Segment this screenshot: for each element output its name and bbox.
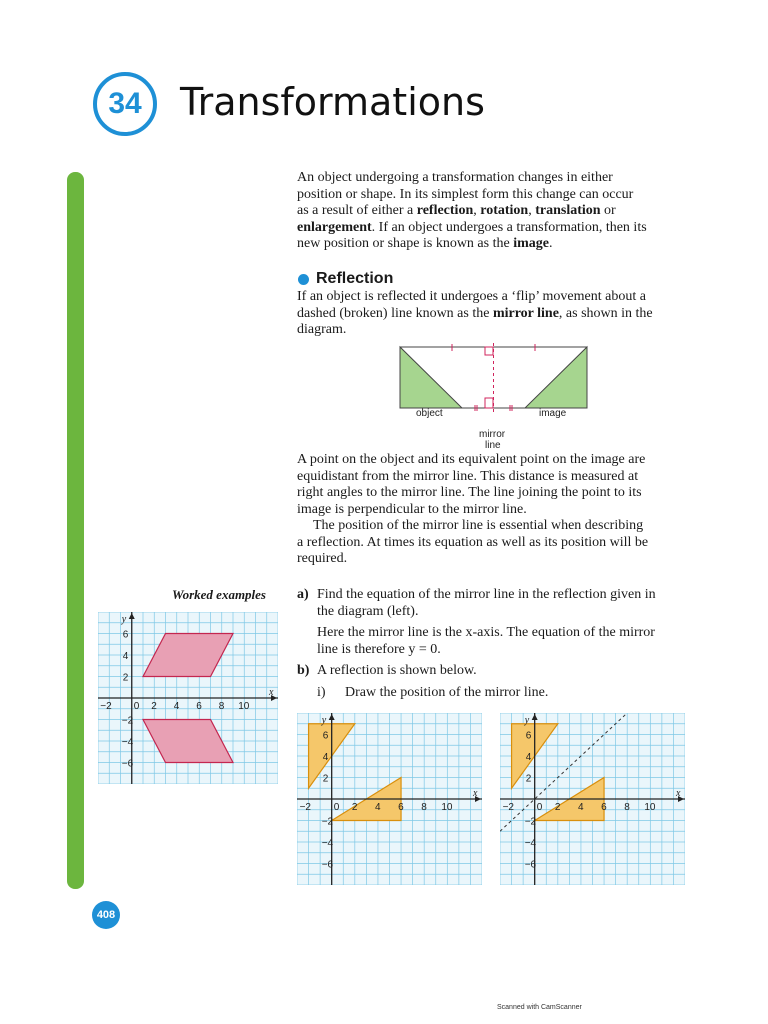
reflection-explanation: A point on the object and its equivalent point on the image are equidistant from the mirror line. This distance is measured at right angles to the mirror line. The line joining the point to its image is perpendicular to the mirror line. The position of the mirror line is essential when describing a reflection. At times its equation as well as its position will be required.: [297, 452, 649, 566]
graph-parallelogram-reflection: [98, 612, 278, 784]
x-tick-label: 10: [441, 802, 453, 813]
y-tick-label: 6: [525, 730, 532, 742]
y-tick-label: 6: [322, 730, 329, 742]
x-tick-label: 4: [374, 802, 381, 813]
reflection-paragraph: If an object is reflected it undergoes a ‘flip’ movement about a dashed (broken) line known as the mirror line, as shown in the diagram.: [297, 289, 653, 337]
y-axis-label: y: [121, 614, 127, 625]
x-tick-label: 8: [421, 802, 427, 813]
graph-triangle-reflection: [297, 713, 482, 885]
graph-triangle-reflection-with-mirror: [500, 713, 685, 885]
scan-footer: Scanned with CamScanner: [497, 1004, 582, 1011]
diagram-label-mirror: mirror: [479, 429, 506, 440]
y-tick-label: −6: [121, 758, 134, 770]
diagram-label-object: object: [416, 408, 443, 419]
chapter-number: 34: [108, 87, 142, 120]
y-tick-label: −4: [121, 737, 134, 748]
x-tick-label: 6: [398, 802, 404, 813]
margin-bar: [67, 172, 84, 889]
x-tick-label: 2: [151, 701, 157, 712]
y-axis-label: y: [321, 715, 327, 726]
x-tick-label: −2: [100, 701, 112, 712]
x-tick-label: 6: [601, 802, 607, 813]
worked-example-a: a) Find the equation of the mirror line in the reflection given in the diagram (left). Here the mirror line is the x-axis. The equation of the mirror line is therefore y = 0. b) A reflection is shown below. i) Draw the position of the mirror line.: [297, 587, 656, 700]
mirror-diagram: [395, 343, 595, 453]
y-tick-label: −2: [121, 715, 134, 727]
y-tick-label: 4: [322, 752, 329, 763]
x-tick-label: 6: [196, 701, 202, 712]
y-tick-label: −6: [524, 859, 537, 871]
x-tick-label: 4: [577, 802, 584, 813]
x-tick-label: 0: [333, 802, 340, 813]
section-bullet: [298, 274, 309, 285]
y-tick-label: 2: [122, 672, 129, 684]
y-tick-label: −4: [321, 838, 334, 849]
y-tick-label: 4: [122, 651, 129, 662]
y-tick-label: −6: [321, 859, 334, 871]
diagram-label-line: line: [485, 440, 501, 451]
y-tick-label: −4: [524, 838, 537, 849]
x-axis-label: x: [676, 788, 681, 799]
x-tick-label: −2: [299, 802, 311, 813]
page-number: 408: [92, 901, 120, 929]
x-tick-label: 0: [536, 802, 543, 813]
diagram-label-image: image: [539, 408, 567, 419]
chapter-number-badge: [93, 72, 157, 136]
x-tick-label: 0: [133, 701, 140, 712]
y-tick-label: −2: [524, 816, 537, 828]
x-tick-label: 2: [351, 802, 358, 813]
x-axis-label: x: [269, 687, 274, 698]
chapter-title: Transformations: [180, 80, 485, 124]
y-tick-label: 6: [122, 629, 129, 641]
x-tick-label: 4: [173, 701, 180, 712]
section-heading-reflection: Reflection: [316, 270, 394, 287]
intro-paragraph: An object undergoing a transformation changes in either position or shape. In its simplest form this change can occur as a result of either a reflection, rotation, translation or enlargement. If an object undergoes a transformation, then its new position or shape is known as the image.: [297, 170, 647, 251]
x-tick-label: −2: [502, 802, 514, 813]
x-axis-label: x: [473, 788, 478, 799]
x-tick-label: 10: [644, 802, 656, 813]
y-tick-label: 2: [322, 773, 329, 785]
x-tick-label: 8: [218, 701, 225, 712]
y-axis-label: y: [524, 715, 530, 726]
x-tick-label: 10: [238, 701, 250, 712]
worked-examples-label: Worked examples: [172, 587, 266, 602]
x-tick-label: 8: [624, 802, 630, 813]
y-tick-label: 2: [525, 773, 532, 785]
y-tick-label: 4: [525, 752, 532, 763]
y-tick-label: −2: [321, 816, 334, 828]
x-tick-label: 2: [554, 802, 561, 813]
